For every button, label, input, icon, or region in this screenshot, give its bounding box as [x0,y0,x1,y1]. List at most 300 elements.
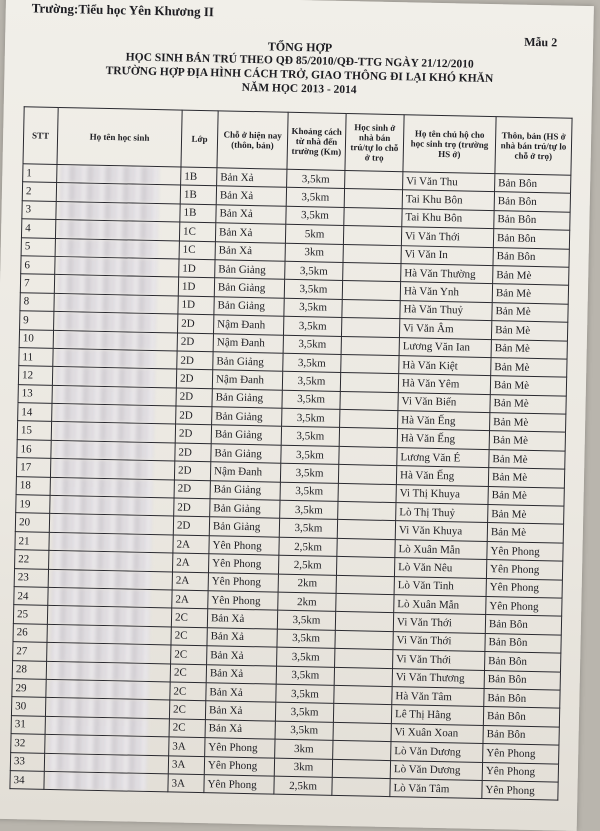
cell-student-name-redacted [55,256,179,277]
cell-distance: 3,5km [283,353,341,373]
redaction-blur [56,386,155,405]
cell-distance: 3,5km [280,482,338,502]
cell-residence: Yên Phong [204,756,274,776]
cell-host-name: Tai Khu Bôn [402,208,494,228]
cell-student-name-redacted [50,477,174,498]
cell-self-arranged [339,428,397,448]
cell-distance: 3km [285,243,343,263]
cell-host-village: Bản Mè [489,449,565,469]
cell-stt: 33 [10,752,44,771]
cell-distance: 3,5km [282,390,340,410]
cell-distance: 3,5km [275,721,333,741]
cell-grade: 1B [181,167,217,186]
cell-student-name-redacted [45,698,169,719]
cell-student-name-redacted [51,440,175,461]
cell-distance: 3,5km [284,298,342,318]
cell-self-arranged [332,759,390,779]
cell-host-village: Bản Bôn [494,192,570,212]
cell-self-arranged [340,373,398,393]
cell-grade: 2D [175,443,211,462]
cell-self-arranged [335,630,393,650]
cell-residence: Bản Xả [205,719,275,739]
cell-residence: Bản Xả [207,646,277,666]
cell-residence: Bản Giảng [209,517,279,537]
cell-stt: 13 [18,384,52,403]
cell-self-arranged [342,299,400,319]
redaction-blur [53,496,152,515]
cell-grade: 2D [174,480,210,499]
cell-distance: 3,5km [279,519,337,539]
cell-stt: 14 [18,403,52,422]
cell-residence: Bản Giảng [210,480,280,500]
cell-stt: 18 [16,476,50,495]
cell-distance: 3,5km [280,463,338,483]
cell-host-name: Vi Văn Thu [403,172,495,192]
cell-host-village: Bản Bôn [484,670,560,690]
cell-host-village: Bản Mè [491,321,567,341]
cell-residence: Bản Xả [217,168,287,188]
cell-host-name: Hà Văn Tâm [392,687,484,707]
cell-host-village: Bản Bôn [483,725,559,745]
cell-host-village: Bản Bôn [485,633,561,653]
cell-grade: 2C [169,719,205,738]
cell-host-name: Hà Văn Ếng [396,466,488,486]
cell-stt: 7 [20,274,54,293]
cell-residence: Bản Giảng [210,499,280,519]
cell-host-name: Lò Xuân Mẫn [394,595,486,615]
cell-distance: 3,5km [277,611,335,631]
cell-grade: 2D [175,424,211,443]
cell-stt: 27 [13,642,47,661]
cell-host-village: Bản Bôn [493,247,569,267]
col-header-name: Họ tên học sinh [57,107,182,167]
cell-grade: 3A [168,755,204,774]
redaction-blur [50,643,149,662]
cell-grade: 2D [176,369,212,388]
cell-host-village: Bản Mè [492,284,568,304]
cell-stt: 23 [14,568,48,587]
cell-residence: Bản Giảng [214,278,284,298]
cell-student-name-redacted [54,293,178,314]
cell-host-village: Yên Phong [487,541,563,561]
cell-student-name-redacted [56,183,180,204]
cell-grade: 1B [180,185,216,204]
cell-distance: 3,5km [276,666,334,686]
cell-student-name-redacted [52,385,176,406]
cell-stt: 2 [22,182,56,201]
cell-distance: 3,5km [284,280,342,300]
cell-host-name: Lò Văn Tâm [390,778,482,798]
cell-host-name: Lò Văn Nêu [394,558,486,578]
cell-host-name: Tai Khu Bôn [402,190,494,210]
cell-grade: 2C [171,627,207,646]
redaction-blur [56,349,155,368]
cell-self-arranged [345,170,403,190]
cell-host-village: Yên Phong [483,744,559,764]
cell-student-name-redacted [52,403,176,424]
cell-host-village: Bản Bôn [483,707,559,727]
cell-host-name: Lương Văn Ian [399,337,491,357]
cell-self-arranged [333,704,391,724]
cell-grade: 2A [173,553,209,572]
cell-stt: 32 [11,734,45,753]
redaction-blur [59,202,158,221]
cell-student-name-redacted [53,348,177,369]
cell-host-village: Bản Mè [492,302,568,322]
cell-host-village: Bản Bôn [493,229,569,249]
cell-distance: 3,5km [281,445,339,465]
cell-residence: Bản Giảng [212,388,282,408]
col-header-stt: STT [23,107,58,165]
cell-student-name-redacted [46,679,170,700]
cell-grade: 1D [178,277,214,296]
cell-host-name: Vi Văn Âm [399,319,491,339]
cell-distance: 5km [285,224,343,244]
redaction-blur [55,404,154,423]
cell-grade: 2A [172,590,208,609]
cell-host-village: Bản Mè [491,339,567,359]
cell-self-arranged [338,465,396,485]
cell-residence: Yên Phong [208,591,278,611]
cell-host-village: Bản Bôn [484,688,560,708]
cell-grade: 2D [176,406,212,425]
cell-student-name-redacted [48,569,172,590]
cell-stt: 4 [21,219,55,238]
cell-self-arranged [336,593,394,613]
cell-grade: 3A [168,774,204,793]
redaction-blur [58,275,157,294]
form-code: Mẫu 2 [524,34,558,50]
cell-grade: 2A [172,572,208,591]
cell-grade: 2D [173,516,209,535]
cell-host-name: Lò Văn Dương [391,742,483,762]
col-header-host: Họ tên chủ hộ cho học sinh trọ (trường HS ở) [403,115,496,174]
cell-grade: 2D [178,314,214,333]
cell-host-name: Hà Văn Yêm [398,374,490,394]
redaction-blur [50,625,149,644]
cell-student-name-redacted [47,642,171,663]
redaction-blur [59,220,158,239]
cell-stt: 10 [19,329,53,348]
cell-student-name-redacted [48,587,172,608]
cell-host-village: Yên Phong [482,762,558,782]
cell-distance: 3,5km [286,188,344,208]
cell-distance: 3,5km [280,500,338,520]
cell-distance: 3,5km [277,647,335,667]
cell-residence: Bản Xả [206,664,276,684]
cell-self-arranged [343,262,401,282]
cell-self-arranged [337,520,395,540]
cell-host-village: Yên Phong [486,597,562,617]
cell-host-name: Vi Văn Thương [392,668,484,688]
cell-host-name: Hà Văn Ếng [397,429,489,449]
cell-host-village: Bản Bôn [494,210,570,230]
cell-self-arranged [334,685,392,705]
cell-self-arranged [341,336,399,356]
cell-host-name: Vi Văn Khuya [395,521,487,541]
cell-host-village: Bản Mè [488,505,564,525]
cell-distance: 3,5km [281,427,339,447]
cell-stt: 25 [13,605,47,624]
cell-student-name-redacted [52,367,176,388]
cell-host-village: Bản Mè [487,523,563,543]
cell-grade: 1C [179,222,215,241]
cell-student-name-redacted [47,606,171,627]
cell-grade: 2C [170,682,206,701]
cell-self-arranged [338,483,396,503]
cell-residence: Bản Xả [215,241,285,261]
cell-student-name-redacted [49,532,173,553]
cell-host-name: Hà Văn Thường [401,264,493,284]
cell-distance: 3km [275,739,333,759]
cell-self-arranged [344,207,402,227]
col-header-self-arranged: Học sinh ở nhà bán trú/tự lo chỗ ở trọ [345,113,404,171]
cell-self-arranged [343,226,401,246]
cell-host-village: Yên Phong [486,560,562,580]
cell-grade: 2D [174,461,210,480]
cell-self-arranged [339,446,397,466]
col-header-distance: Khoảng cách từ nhà đến trường (Km) [287,112,346,170]
cell-student-name-redacted [45,716,169,737]
col-header-residence: Chỗ ở hiện nay (thôn, bản) [217,111,288,169]
cell-stt: 3 [22,201,56,220]
cell-host-name: Vi Văn Thới [393,631,485,651]
cell-grade: 1D [179,259,215,278]
cell-student-name-redacted [46,661,170,682]
cell-self-arranged [340,410,398,430]
cell-distance: 3,5km [282,372,340,392]
cell-residence: Bản Giảng [211,444,281,464]
cell-host-name: Vi Văn Thới [401,227,493,247]
redaction-blur [59,239,158,258]
cell-student-name-redacted [57,164,181,185]
cell-self-arranged [335,649,393,669]
cell-residence: Yên Phong [205,738,275,758]
cell-distance: 3,5km [275,702,333,722]
cell-self-arranged [336,557,394,577]
cell-self-arranged [332,777,390,797]
cell-residence: Nậm Đanh [210,462,280,482]
cell-residence: Yên Phong [208,572,278,592]
cell-distance: 3,5km [285,261,343,281]
cell-grade: 3A [169,737,205,756]
cell-stt: 6 [21,256,55,275]
cell-grade: 2C [170,663,206,682]
redaction-blur [47,772,146,791]
cell-residence: Bản Xả [216,205,286,225]
cell-student-name-redacted [44,753,168,774]
cell-stt: 28 [12,660,46,679]
cell-host-name: Hà Văn Ynh [400,282,492,302]
cell-host-village: Bản Bôn [495,174,571,194]
cell-host-name: Vi Văn Biến [398,392,490,412]
redaction-blur [60,165,159,184]
cell-student-name-redacted [50,495,174,516]
cell-host-village: Bản Bôn [485,615,561,635]
cell-residence: Nậm Đanh [213,333,283,353]
cell-host-name: Lò Văn Dương [390,760,482,780]
cell-grade: 2D [177,333,213,352]
cell-stt: 22 [15,550,49,569]
redaction-blur [50,661,149,680]
document-title: TỔNG HỢP [267,39,333,55]
cell-host-village: Bản Mè [488,486,564,506]
redaction-blur [49,680,148,699]
redaction-blur [48,753,147,772]
cell-residence: Nậm Đanh [212,370,282,390]
cell-student-name-redacted [49,514,173,535]
cell-student-name-redacted [45,734,169,755]
cell-stt: 1 [23,164,57,183]
redaction-blur [54,459,153,478]
cell-host-name: Lê Thị Hằng [391,705,483,725]
cell-grade: 1B [180,204,216,223]
school-year: NĂM HỌC 2013 - 2014 [241,81,357,97]
cell-distance: 3,5km [283,316,341,336]
cell-residence: Yên Phong [209,536,279,556]
cell-distance: 2km [278,574,336,594]
cell-distance: 2,5km [274,776,332,796]
cell-residence: Bản Giảng [211,425,281,445]
cell-residence: Bản Xả [207,609,277,629]
cell-stt: 12 [18,366,52,385]
cell-grade: 1C [179,241,215,260]
cell-self-arranged [337,538,395,558]
redaction-blur [57,294,156,313]
cell-host-name: Vi Văn Thới [393,613,485,633]
cell-residence: Bản Xả [216,186,286,206]
cell-host-name: Vi Thị Khuya [396,484,488,504]
redaction-blur [58,257,157,276]
cell-host-name: Lò Văn Tinh [394,576,486,596]
cell-stt: 31 [11,715,45,734]
cell-host-village: Bản Bôn [485,652,561,672]
redaction-blur [51,588,150,607]
cell-grade: 2C [171,645,207,664]
cell-host-village: Bản Mè [489,431,565,451]
cell-host-village: Bản Mè [491,357,567,377]
cell-stt: 19 [16,495,50,514]
cell-student-name-redacted [55,238,179,259]
cell-student-name-redacted [54,275,178,296]
cell-residence: Yên Phong [204,775,274,795]
cell-distance: 3,5km [277,629,335,649]
cell-host-village: Bản Mè [493,266,569,286]
cell-host-village: Bản Mè [490,376,566,396]
cell-self-arranged [336,575,394,595]
cell-stt: 21 [15,531,49,550]
cell-self-arranged [341,354,399,374]
cell-self-arranged [334,667,392,687]
cell-student-name-redacted [55,220,179,241]
cell-host-name: Hà Văn Thuỷ [400,300,492,320]
cell-distance: 2,5km [278,555,336,575]
title-block [84,36,515,101]
col-header-grade: Lớp [181,110,218,168]
cell-host-village: Yên Phong [486,578,562,598]
col-header-host-village: Thôn, bản (HS ở nhà bán trú/tự lo chỗ ở trọ) [495,117,572,176]
document-subtitle-1: HỌC SINH BÁN TRÚ THEO QĐ 85/2010/QĐ-TTG NGÀY 21/12/2010 [125,51,474,71]
cell-host-village: Bản Mè [490,413,566,433]
cell-student-name-redacted [54,312,178,333]
cell-stt: 17 [16,458,50,477]
cell-host-village: Bản Mè [490,394,566,414]
cell-residence: Bản Giảng [214,297,284,317]
cell-residence: Bản Xả [207,627,277,647]
cell-stt: 30 [11,697,45,716]
cell-grade: 2C [169,700,205,719]
cell-grade: 2D [177,351,213,370]
redaction-blur [48,735,147,754]
cell-grade: 2D [174,498,210,517]
cell-student-name-redacted [49,551,173,572]
cell-self-arranged [338,501,396,521]
cell-self-arranged [340,391,398,411]
cell-distance: 3,5km [283,335,341,355]
cell-self-arranged [335,612,393,632]
cell-residence: Bản Giảng [215,260,285,280]
redaction-blur [57,330,156,349]
cell-student-name-redacted [56,201,180,222]
cell-distance: 3,5km [287,169,345,189]
cell-stt: 11 [19,348,53,367]
redaction-blur [54,478,153,497]
cell-residence: Bản Xả [206,683,276,703]
redaction-blur [52,533,151,552]
redaction-blur [52,551,151,570]
cell-distance: 3,5km [282,408,340,428]
cell-host-name: Vi Xuân Xoan [391,723,483,743]
cell-self-arranged [343,244,401,264]
redaction-blur [57,312,156,331]
redaction-blur [51,606,150,625]
cell-residence: Nậm Đanh [214,315,284,335]
cell-self-arranged [333,722,391,742]
redaction-blur [56,367,155,386]
cell-grade: 2C [171,608,207,627]
cell-residence: Bản Xả [215,223,285,243]
cell-student-name-redacted [47,624,171,645]
cell-stt: 5 [21,237,55,256]
cell-stt: 34 [10,770,44,789]
redaction-blur [52,570,151,589]
cell-host-name: Hà Văn Ếng [398,411,490,431]
cell-grade: 2A [173,535,209,554]
redaction-blur [54,441,153,460]
cell-distance: 2km [278,592,336,612]
cell-host-name: Lò Thị Thuỷ [396,503,488,523]
cell-host-name: Hà Văn Kiệt [399,356,491,376]
cell-student-name-redacted [51,422,175,443]
cell-self-arranged [342,281,400,301]
redaction-blur [53,514,152,533]
cell-residence: Bản Giảng [213,352,283,372]
cell-student-name-redacted [53,330,177,351]
cell-host-name: Lương Văn É [397,447,489,467]
redaction-blur [60,183,159,202]
cell-stt: 16 [17,440,51,459]
cell-host-village: Bản Mè [488,468,564,488]
cell-stt: 26 [13,623,47,642]
cell-stt: 29 [12,679,46,698]
cell-stt: 24 [14,587,48,606]
cell-student-name-redacted [50,459,174,480]
cell-self-arranged [341,318,399,338]
cell-residence: Bản Giảng [212,407,282,427]
cell-stt: 20 [15,513,49,532]
school-name: Trường:Tiểu học Yên Khương II [31,0,215,20]
cell-distance: 2,5km [279,537,337,557]
